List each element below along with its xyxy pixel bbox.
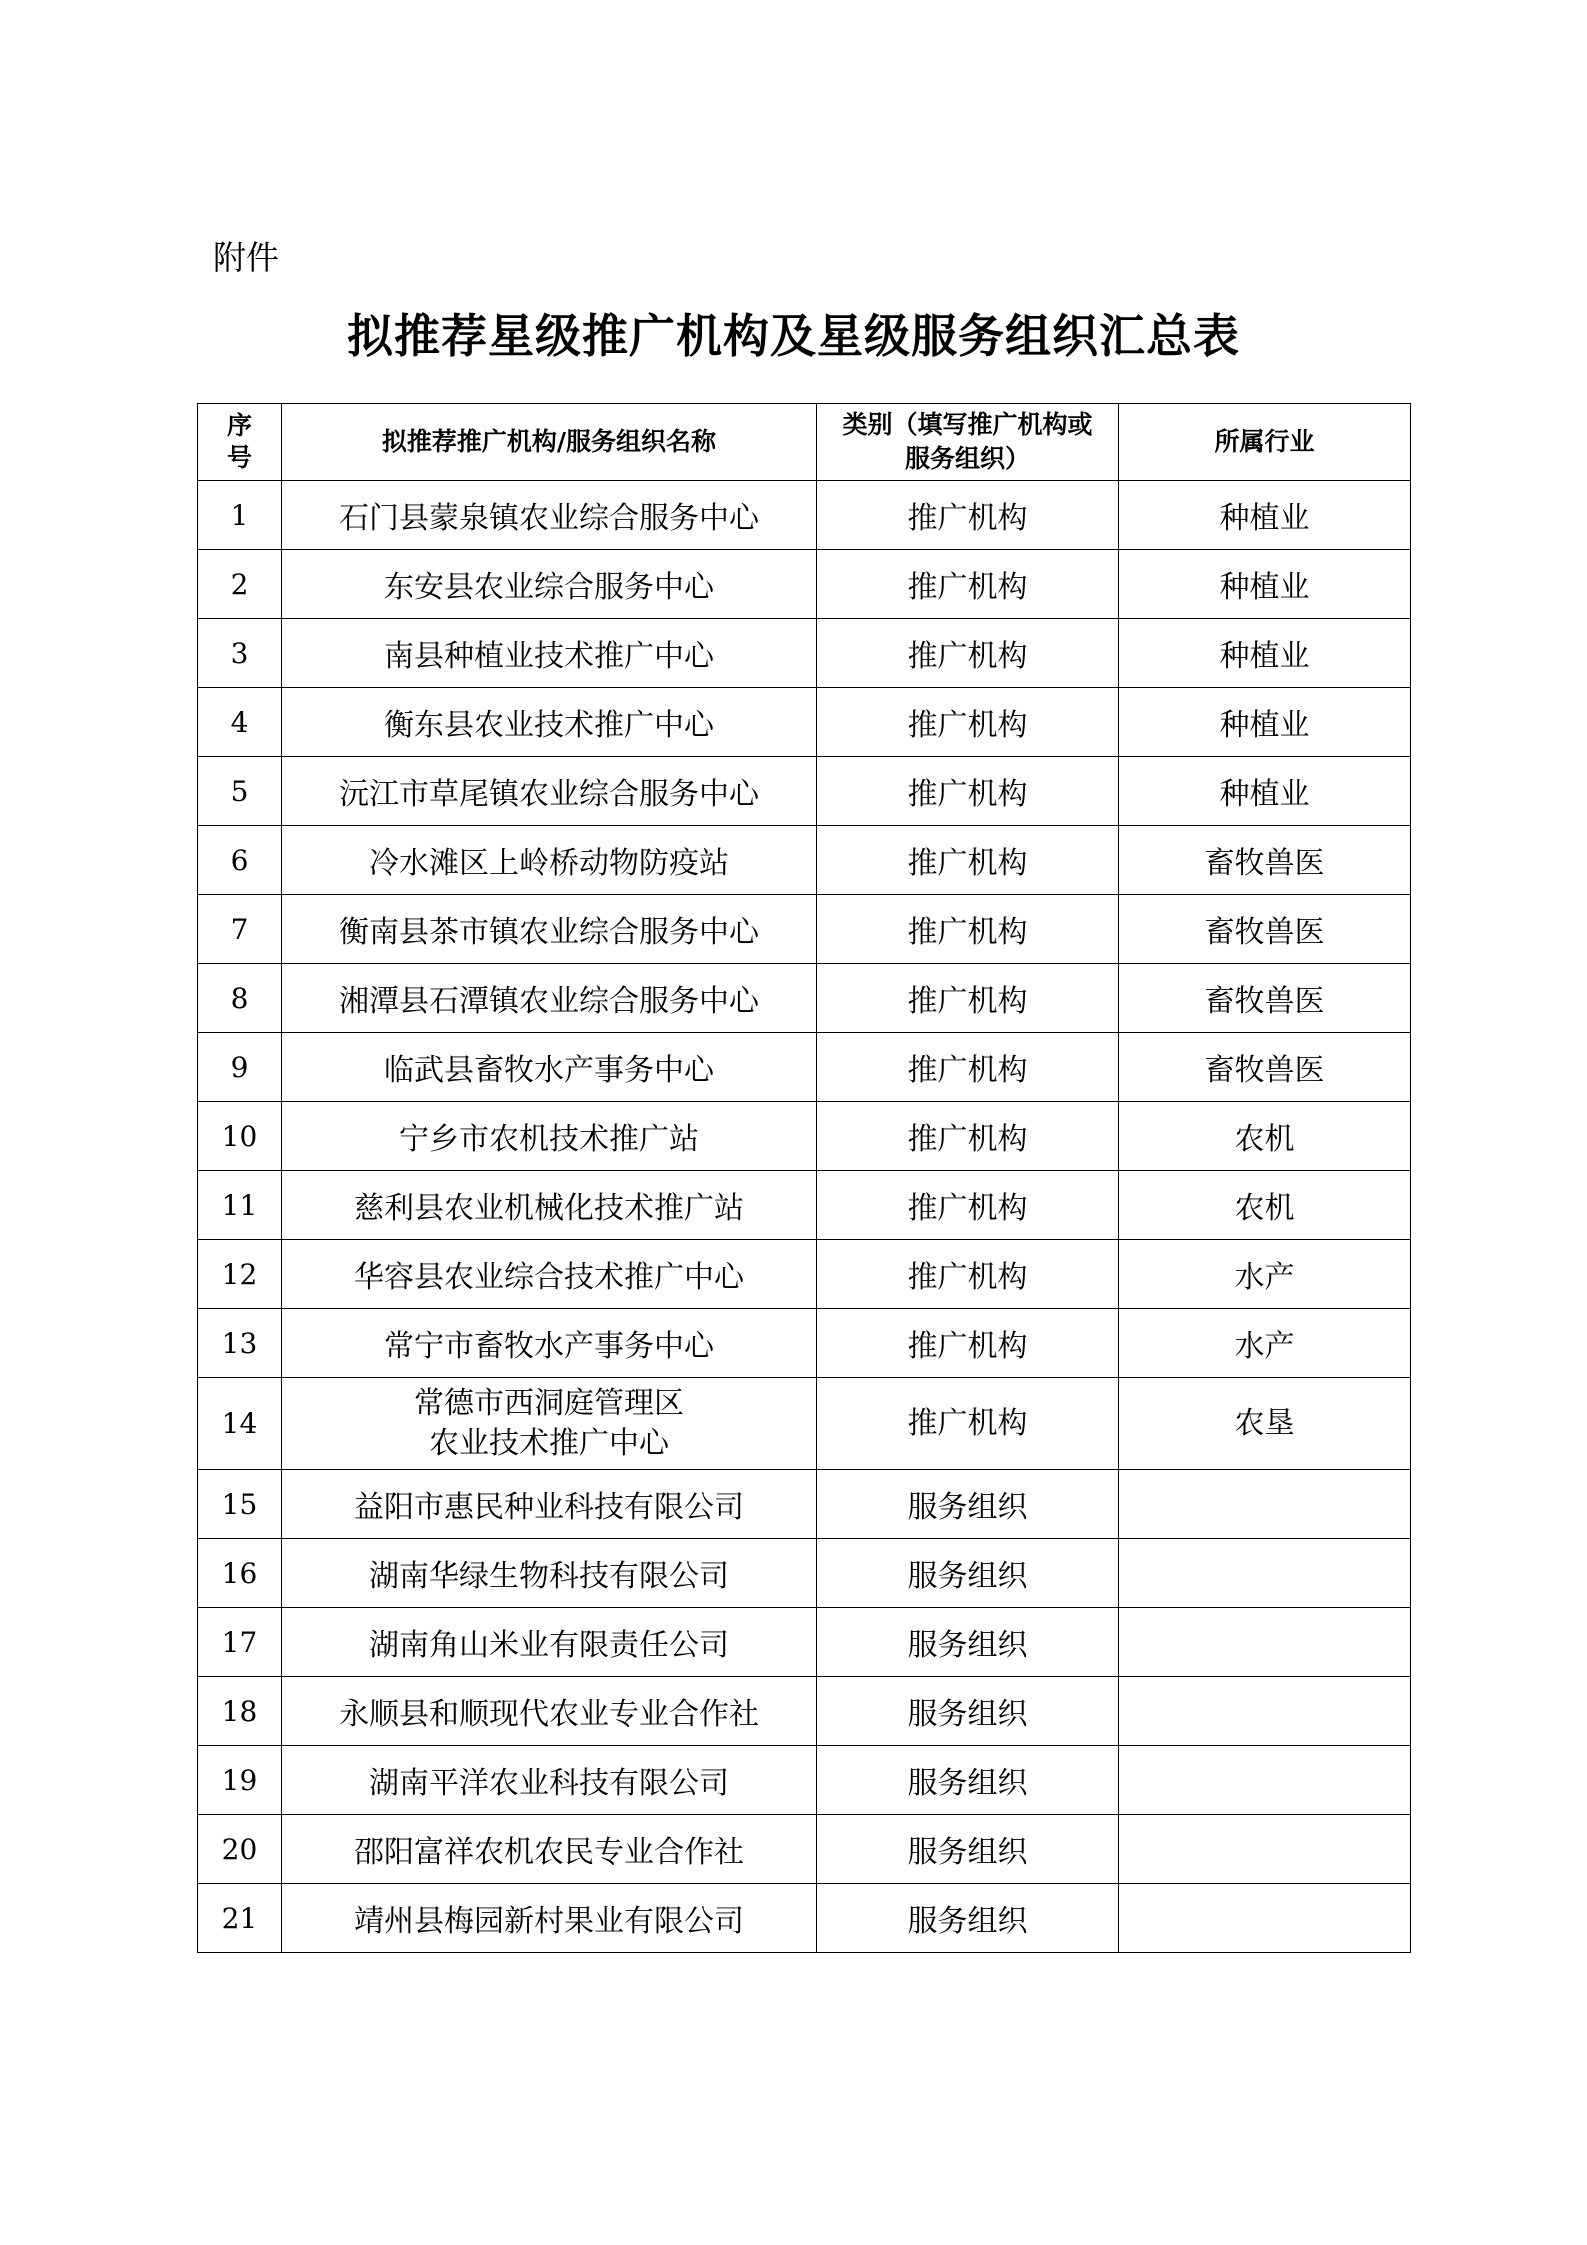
- table-row: [198, 1378, 1411, 1470]
- cell-name: 华容县农业综合技术推广中心: [282, 1240, 817, 1309]
- attachment-label: 附件: [213, 238, 279, 277]
- table-row: [198, 1746, 1411, 1815]
- cell-seq: 7: [198, 895, 282, 964]
- cell-category: 推广机构: [817, 826, 1119, 895]
- header-seq: 序号: [198, 404, 282, 481]
- cell-industry: 种植业: [1119, 688, 1411, 757]
- cell-seq: 17: [198, 1608, 282, 1677]
- table-row: [198, 964, 1411, 1033]
- cell-name: 邵阳富祥农机农民专业合作社: [282, 1815, 817, 1884]
- cell-category: 推广机构: [817, 1378, 1119, 1470]
- cell-industry: [1119, 1539, 1411, 1608]
- cell-name: 靖州县梅园新村果业有限公司: [282, 1884, 817, 1953]
- table-row: [198, 619, 1411, 688]
- cell-industry: 农机: [1119, 1171, 1411, 1240]
- cell-industry: [1119, 1677, 1411, 1746]
- table-row: [198, 826, 1411, 895]
- cell-industry: [1119, 1746, 1411, 1815]
- cell-name: 永顺县和顺现代农业专业合作社: [282, 1677, 817, 1746]
- cell-seq: 21: [198, 1884, 282, 1953]
- cell-category: 推广机构: [817, 550, 1119, 619]
- table-row: [198, 895, 1411, 964]
- header-industry: 所属行业: [1119, 404, 1411, 481]
- summary-table: [197, 403, 1411, 1953]
- table-row: [198, 1240, 1411, 1309]
- cell-name: 宁乡市农机技术推广站: [282, 1102, 817, 1171]
- cell-category: 推广机构: [817, 964, 1119, 1033]
- cell-category: 服务组织: [817, 1677, 1119, 1746]
- cell-seq: 2: [198, 550, 282, 619]
- header-name: 拟推荐推广机构/服务组织名称: [282, 404, 817, 481]
- cell-category: 推广机构: [817, 619, 1119, 688]
- table-row: [198, 1033, 1411, 1102]
- cell-name: 临武县畜牧水产事务中心: [282, 1033, 817, 1102]
- cell-name: 慈利县农业机械化技术推广站: [282, 1171, 817, 1240]
- cell-industry: 种植业: [1119, 481, 1411, 550]
- cell-name: 衡南县茶市镇农业综合服务中心: [282, 895, 817, 964]
- cell-industry: 种植业: [1119, 550, 1411, 619]
- table-row: [198, 1884, 1411, 1953]
- table-row: [198, 1608, 1411, 1677]
- document-title: 拟推荐星级推广机构及星级服务组织汇总表: [347, 309, 1240, 363]
- cell-category: 推广机构: [817, 1171, 1119, 1240]
- cell-seq: 6: [198, 826, 282, 895]
- cell-industry: 水产: [1119, 1309, 1411, 1378]
- cell-category: 服务组织: [817, 1539, 1119, 1608]
- cell-industry: [1119, 1884, 1411, 1953]
- cell-industry: 畜牧兽医: [1119, 895, 1411, 964]
- cell-name: 沅江市草尾镇农业综合服务中心: [282, 757, 817, 826]
- cell-industry: 农垦: [1119, 1378, 1411, 1470]
- table-row: [198, 1815, 1411, 1884]
- cell-seq: 10: [198, 1102, 282, 1171]
- header-category: 类别（填写推广机构或服务组织）: [817, 404, 1119, 481]
- cell-name: 湖南平洋农业科技有限公司: [282, 1746, 817, 1815]
- cell-category: 推广机构: [817, 481, 1119, 550]
- cell-category: 服务组织: [817, 1470, 1119, 1539]
- table-row: [198, 1539, 1411, 1608]
- cell-category: 推广机构: [817, 895, 1119, 964]
- table-row: [198, 1677, 1411, 1746]
- table-row: [198, 1470, 1411, 1539]
- cell-category: 服务组织: [817, 1746, 1119, 1815]
- cell-industry: 农机: [1119, 1102, 1411, 1171]
- table-row: [198, 481, 1411, 550]
- cell-seq: 8: [198, 964, 282, 1033]
- cell-seq: 3: [198, 619, 282, 688]
- table-row: [198, 1171, 1411, 1240]
- table-header-row: [198, 404, 1411, 481]
- cell-name: 南县种植业技术推广中心: [282, 619, 817, 688]
- cell-name: 衡东县农业技术推广中心: [282, 688, 817, 757]
- cell-category: 推广机构: [817, 1309, 1119, 1378]
- table-row: [198, 550, 1411, 619]
- cell-name: 冷水滩区上岭桥动物防疫站: [282, 826, 817, 895]
- cell-seq: 14: [198, 1378, 282, 1470]
- table-row: [198, 688, 1411, 757]
- cell-industry: [1119, 1815, 1411, 1884]
- cell-seq: 20: [198, 1815, 282, 1884]
- table-row: [198, 757, 1411, 826]
- cell-seq: 18: [198, 1677, 282, 1746]
- cell-category: 推广机构: [817, 757, 1119, 826]
- cell-seq: 5: [198, 757, 282, 826]
- cell-name: 湖南角山米业有限责任公司: [282, 1608, 817, 1677]
- cell-seq: 11: [198, 1171, 282, 1240]
- cell-industry: 畜牧兽医: [1119, 1033, 1411, 1102]
- cell-category: 推广机构: [817, 1102, 1119, 1171]
- cell-industry: 水产: [1119, 1240, 1411, 1309]
- cell-category: 推广机构: [817, 1033, 1119, 1102]
- cell-name: 石门县蒙泉镇农业综合服务中心: [282, 481, 817, 550]
- cell-name: 湘潭县石潭镇农业综合服务中心: [282, 964, 817, 1033]
- cell-industry: 畜牧兽医: [1119, 964, 1411, 1033]
- cell-name: 湖南华绿生物科技有限公司: [282, 1539, 817, 1608]
- cell-industry: 种植业: [1119, 757, 1411, 826]
- table-row: [198, 1309, 1411, 1378]
- cell-name: 益阳市惠民种业科技有限公司: [282, 1470, 817, 1539]
- cell-industry: 种植业: [1119, 619, 1411, 688]
- cell-seq: 13: [198, 1309, 282, 1378]
- table-row: [198, 1102, 1411, 1171]
- cell-industry: [1119, 1470, 1411, 1539]
- cell-category: 服务组织: [817, 1884, 1119, 1953]
- cell-category: 服务组织: [817, 1608, 1119, 1677]
- cell-industry: [1119, 1608, 1411, 1677]
- cell-seq: 19: [198, 1746, 282, 1815]
- cell-seq: 15: [198, 1470, 282, 1539]
- cell-name: 东安县农业综合服务中心: [282, 550, 817, 619]
- cell-seq: 16: [198, 1539, 282, 1608]
- cell-seq: 9: [198, 1033, 282, 1102]
- cell-category: 推广机构: [817, 1240, 1119, 1309]
- cell-seq: 1: [198, 481, 282, 550]
- cell-seq: 4: [198, 688, 282, 757]
- cell-name: 常德市西洞庭管理区农业技术推广中心: [282, 1378, 817, 1470]
- cell-category: 推广机构: [817, 688, 1119, 757]
- cell-seq: 12: [198, 1240, 282, 1309]
- cell-name: 常宁市畜牧水产事务中心: [282, 1309, 817, 1378]
- cell-industry: 畜牧兽医: [1119, 826, 1411, 895]
- cell-category: 服务组织: [817, 1815, 1119, 1884]
